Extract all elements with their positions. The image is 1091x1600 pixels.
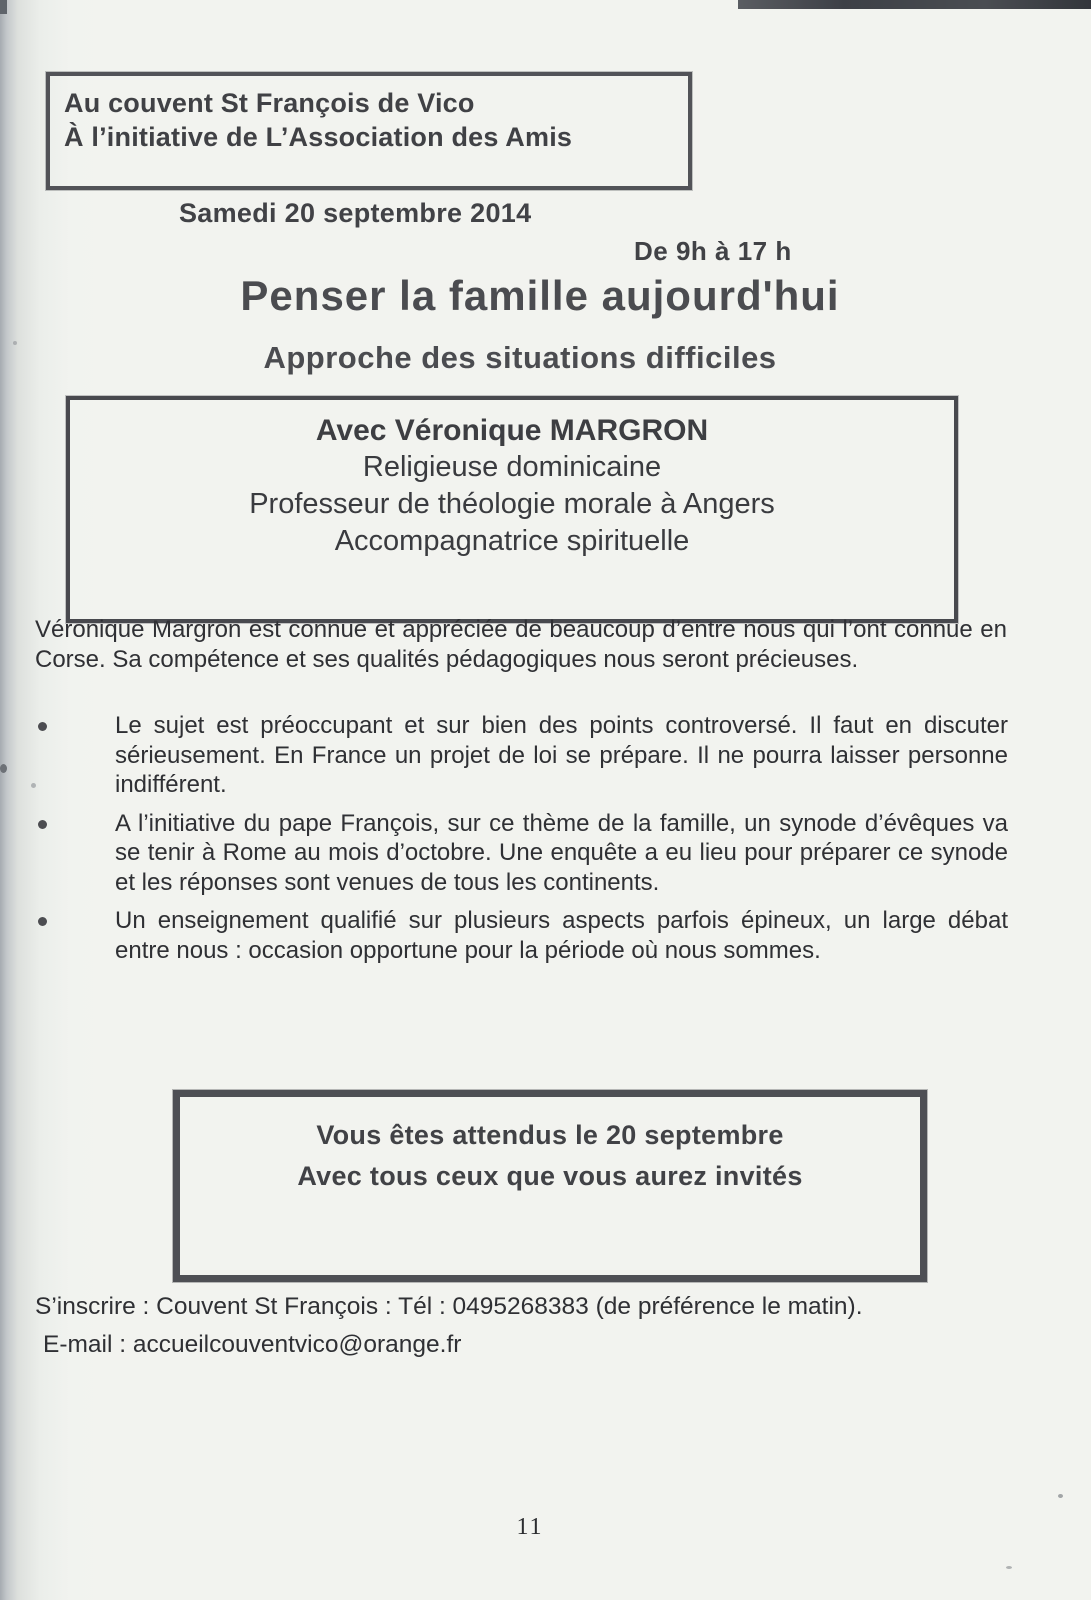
speaker-role-1: Religieuse dominicaine [362,451,662,483]
venue-line-2: À l’initiative de L’Association des Amis [64,122,573,152]
bullet-text: Le sujet est préoccupant et sur bien des points controversé. Il faut en discuter sérieusement. En France un projet de loi se prépare. Il ne pourra laisser personne indifférent. [115,712,1008,798]
registration-info: S’inscrire : Couvent St François : Tél : 0495268383 (de préférence le matin). [35,1293,863,1320]
event-title: Penser la famille aujourd'hui [240,272,840,319]
event-subtitle: Approche des situations difficiles [263,340,777,375]
bullet-item [35,906,1008,965]
scan-top-edge-artifact [738,0,1091,9]
speaker-box [66,396,958,623]
venue-box [46,72,692,190]
event-time: De 9h à 17 h [634,236,792,266]
speaker-name: Avec Véronique MARGRON [315,414,709,447]
invitation-box [173,1090,927,1282]
scan-speck [1006,1566,1012,1569]
contact-block [35,1290,1015,1362]
bullet-dot-icon [38,820,47,829]
speaker-role-3: Accompagnatrice spirituelle [334,525,690,557]
bullet-item [35,711,1008,800]
page-number: 11 [516,1514,544,1540]
event-date: Samedi 20 septembre 2014 [179,198,532,228]
email-info: E-mail : accueilcouventvico@orange.fr [43,1331,462,1358]
venue-line-1: Au couvent St François de Vico [64,88,475,118]
speaker-role-2: Professeur de théologie morale à Angers [249,488,775,520]
scan-speck [1058,1494,1063,1498]
bullet-text: A l’initiative du pape François, sur ce thème de la famille, un synode d’évêques va se tenir à Rome au mois d’octobre. Une enquête a eu lieu pour préparer ce synode et les réponses sont venues de tous les continents. [115,809,1008,896]
invitation-line-2: Avec tous ceux que vous aurez invités [297,1161,803,1191]
bullet-text: Un enseignement qualifié sur plusieurs aspects parfois épineux, un large débat entre nous : occasion opportune pour la période où nous sommes. [115,907,1008,964]
scan-corner-mark [0,0,7,14]
intro-paragraph: Véronique Margron est connue et appréciée de beaucoup d’entre nous qui l’ont connue en Corse. Sa compétence et ses qualités pédagogiques nous seront précieuses. [35,616,1007,673]
invitation-line-1: Vous êtes attendus le 20 septembre [316,1120,784,1150]
scan-speck [0,764,7,773]
bullet-dot-icon [38,722,47,731]
bullet-list [35,711,1008,974]
bullet-item [35,809,1008,898]
bullet-dot-icon [38,917,47,926]
